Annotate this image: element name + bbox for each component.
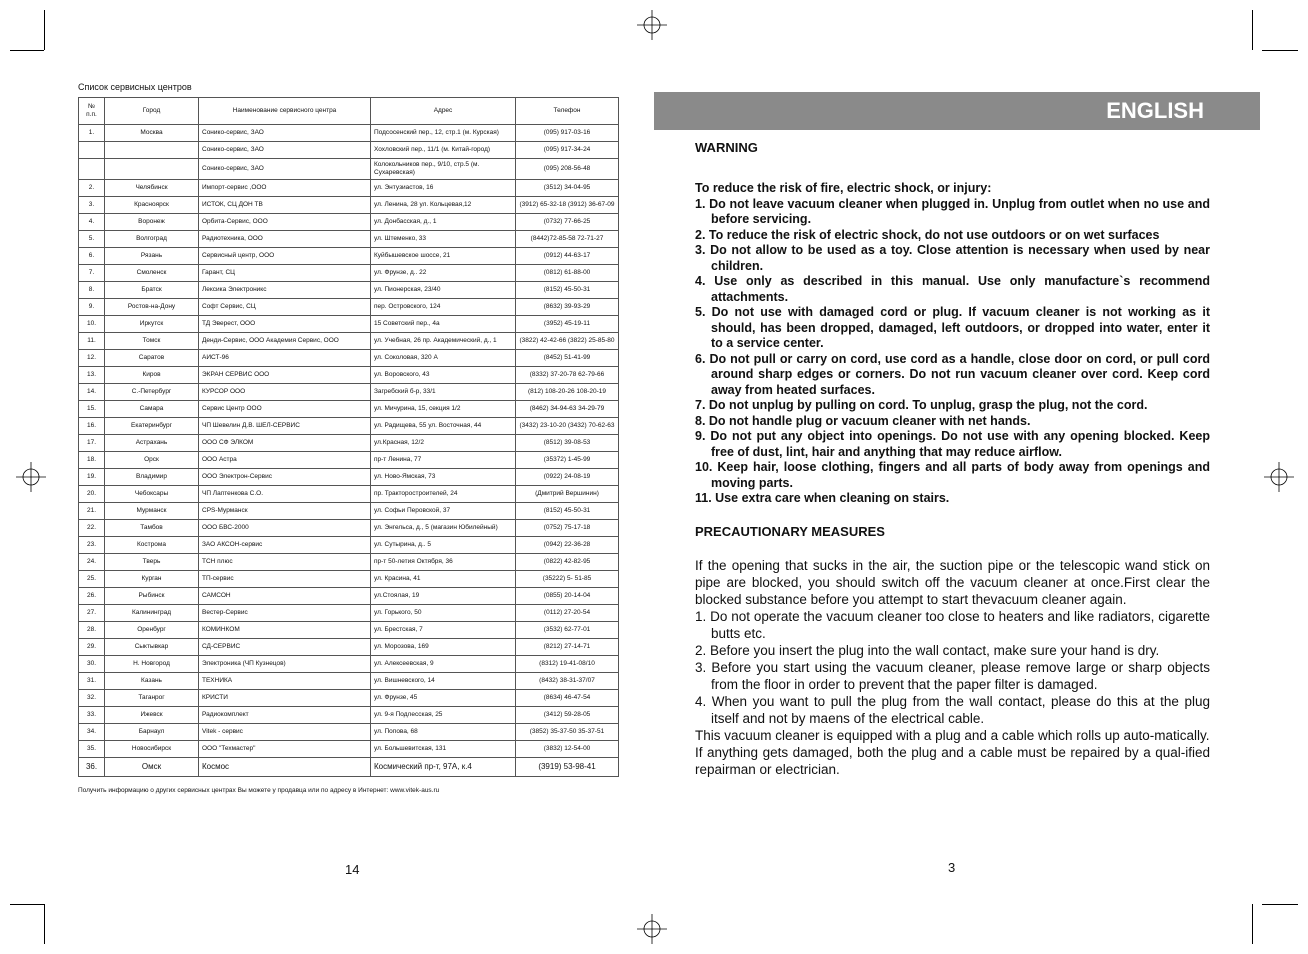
table-cell: Тверь [105,554,199,571]
warning-item: 1. Do not leave vacuum cleaner when plugged in. Unplug from outlet when no use and before servicing. [695,196,1210,226]
table-cell: ул. Сутырина, д.. 5 [371,537,516,554]
crop-mark [44,904,45,944]
table-cell: Орбита-Сервис, ООО [199,214,371,231]
table-cell: Сыктывкар [105,639,199,656]
page-number-right: 3 [948,860,956,875]
table-row [79,231,619,248]
table-cell: 15 Советский пер., 4а [371,316,516,333]
service-centers-title: Список сервисных центров [78,82,192,92]
service-centers-table [78,97,619,777]
registration-mark-icon [637,10,667,40]
table-cell: (0912) 44-63-17 [516,248,619,265]
warning-intro: To reduce the risk of fire, electric shock, or injury: [695,181,992,195]
table-cell: АИСТ-96 [199,350,371,367]
table-cell: (35372) 1-45-99 [516,452,619,469]
table-cell [79,142,105,159]
table-cell: (3832) 12-54-00 [516,741,619,758]
table-cell: 30. [79,656,105,673]
table-cell: ООО СФ ЭЛКОМ [199,435,371,452]
table-cell: ул. Ново-Ямская, 73 [371,469,516,486]
table-cell: ЭКРАН СЕРВИС ООО [199,367,371,384]
table-cell: 21. [79,503,105,520]
table-cell: 1. [79,125,105,142]
table-cell: Калининград [105,605,199,622]
table-cell: пр-т Ленина, 77 [371,452,516,469]
warning-item: 7. Do not unplug by pulling on cord. To unplug, grasp the plug, not the cord. [695,398,1148,412]
table-cell: ул. Морозова, 169 [371,639,516,656]
table-cell: Кострома [105,537,199,554]
table-cell: (3532) 62-77-01 [516,622,619,639]
table-row [79,384,619,401]
table-cell: Москва [105,125,199,142]
page-number-left: 14 [345,862,360,877]
table-cell: (8462) 34-94-63 34-29-79 [516,401,619,418]
table-cell: ТП-сервис [199,571,371,588]
table-cell: ул. Ленина, 28 ул. Кольцевая,12 [371,197,516,214]
table-cell: 31. [79,673,105,690]
table-cell: ул. Брестская, 7 [371,622,516,639]
table-cell: ул. Горького, 50 [371,605,516,622]
table-cell: Казань [105,673,199,690]
table-cell: Загребский б-р, 33/1 [371,384,516,401]
table-cell: Новосибирск [105,741,199,758]
table-cell: Куйбышевское шоссе, 21 [371,248,516,265]
table-cell: 8. [79,282,105,299]
table-cell: (0812) 61-88-00 [516,265,619,282]
table-cell: Софт Сервис, СЦ [199,299,371,316]
table-cell: 13. [79,367,105,384]
table-cell [79,159,105,180]
table-cell: Таганрог [105,690,199,707]
table-cell: ул. Энтузиастов, 16 [371,180,516,197]
table-cell: Рязань [105,248,199,265]
table-cell: (3852) 35-37-50 35-37-51 [516,724,619,741]
table-cell: Красноярск [105,197,199,214]
table-row [79,248,619,265]
precaution-item: 2. Before you insert the plug into the wall contact, make sure your hand is dry. [695,642,1160,658]
table-cell: (0855) 20-14-04 [516,588,619,605]
table-row [79,486,619,503]
table-cell: 12. [79,350,105,367]
table-cell: 28. [79,622,105,639]
table-cell: ул. Фрунзе, 45 [371,690,516,707]
table-row [79,656,619,673]
table-cell: (8152) 45-50-31 [516,503,619,520]
table-cell: Екатеринбург [105,418,199,435]
crop-mark [44,10,45,50]
table-cell: Ижевск [105,707,199,724]
table-cell: Челябинск [105,180,199,197]
precaution-item: 1. Do not operate the vacuum cleaner too close to heaters and like radiators, cigarette butts etc. [695,608,1210,641]
table-cell: ул. Вишневского, 14 [371,673,516,690]
registration-mark-icon [1264,462,1294,492]
table-cell: Радиокомплект [199,707,371,724]
table-cell: Братск [105,282,199,299]
table-cell: Сонико-сервис, ЗАО [199,125,371,142]
table-cell: ул.Красная, 12/2 [371,435,516,452]
table-cell [105,142,199,159]
warning-item: 8. Do not handle plug or vacuum cleaner with net hands. [695,413,1031,428]
table-cell: Vitek - сервис [199,724,371,741]
table-row [79,520,619,537]
crop-mark [1252,10,1253,50]
table-cell: ООО Астра [199,452,371,469]
warning-item: 10. Keep hair, loose clothing, fingers and all parts of body away from openings and moving parts. [695,460,1210,490]
table-cell: (8212) 27-14-71 [516,639,619,656]
table-cell: ул. Воровского, 43 [371,367,516,384]
table-cell: (0922) 24-08-19 [516,469,619,486]
table-cell: (8432) 38-31-37/07 [516,673,619,690]
crop-mark [1262,904,1298,905]
table-cell: 32. [79,690,105,707]
table-cell: ЗАО АКСОН-сервис [199,537,371,554]
table-row [79,588,619,605]
crop-mark [1252,904,1253,944]
crop-mark [10,904,44,905]
table-cell: Владимир [105,469,199,486]
table-cell: Смоленск [105,265,199,282]
table-cell: пр-т 50-летия Октября, 36 [371,554,516,571]
table-cell: ТД Эверест, ООО [199,316,371,333]
table-cell: Сервисный центр, ООО [199,248,371,265]
table-cell: (8312) 19-41-08/10 [516,656,619,673]
right-page-content [695,140,1210,778]
table-cell: (8512) 39-08-53 [516,435,619,452]
table-cell: Хохловский пер., 11/1 (м. Китай-город) [371,142,516,159]
table-cell: Иркутск [105,316,199,333]
table-row [79,690,619,707]
table-cell: ул. Радищева, 55 ул. Восточная, 44 [371,418,516,435]
table-cell: ЧП Лаптенкова С.О. [199,486,371,503]
table-cell: 11. [79,333,105,350]
table-cell: (095) 208-56-48 [516,159,619,180]
warning-item: 2. To reduce the risk of electric shock, do not use outdoors or on wet surfaces [695,227,1160,242]
table-cell: ул. Красина, 41 [371,571,516,588]
table-cell: 36. [79,758,105,777]
table-cell: 5. [79,231,105,248]
table-cell: 17. [79,435,105,452]
table-cell: 6. [79,248,105,265]
crop-mark [10,50,44,51]
table-cell: Сервис Центр ООО [199,401,371,418]
table-cell: Томск [105,333,199,350]
table-cell: Колокольников пер., 9/10, стр.5 (м. Сухаревская) [371,159,516,180]
table-cell: Мурманск [105,503,199,520]
warning-item: 3. Do not allow to be used as a toy. Close attention is necessary when used by near children. [695,243,1210,273]
table-cell: (095) 917-03-16 [516,125,619,142]
precaution-section [695,557,1210,778]
table-cell: ул. Мичурина, 15, секция 1/2 [371,401,516,418]
table-cell: Воронеж [105,214,199,231]
table-row [79,367,619,384]
registration-mark-icon [637,914,667,944]
table-body [79,125,619,777]
column-header: Телефон [516,98,619,125]
table-row [79,401,619,418]
table-cell: 33. [79,707,105,724]
table-row [79,125,619,142]
table-cell: (8632) 39-93-29 [516,299,619,316]
table-cell: САМСОН [199,588,371,605]
table-cell: пер. Островского, 124 [371,299,516,316]
table-row [79,741,619,758]
table-row [79,435,619,452]
table-row [79,605,619,622]
table-cell: Тамбов [105,520,199,537]
table-cell: Радиотехника, ООО [199,231,371,248]
table-cell: ул. Энгельса, д., 5 (магазин Юбилейный) [371,520,516,537]
table-cell: Н. Новгород [105,656,199,673]
table-row [79,724,619,741]
table-cell: ООО Электрон-Сервис [199,469,371,486]
table-cell: Киров [105,367,199,384]
table-cell: (3952) 45-19-11 [516,316,619,333]
table-cell: Сонико-сервис, ЗАО [199,142,371,159]
table-cell: (Дмитрий Вершинин) [516,486,619,503]
table-cell: ул. Попова, 68 [371,724,516,741]
table-cell: 27. [79,605,105,622]
table-cell: (0112) 27-20-54 [516,605,619,622]
table-cell: С.-Петербург [105,384,199,401]
table-cell: Космос [199,758,371,777]
left-page [78,82,623,794]
warning-item: 6. Do not pull or carry on cord, use cord as a handle, close door on cord, or pull cord around sharp edges or corners. Do not run vacuum cleaner over cord. Keep cord away from heated surfaces. [695,351,1210,397]
table-cell: ул. Фрунзе, д.. 22 [371,265,516,282]
table-row [79,571,619,588]
table-cell: (3432) 23-10-20 (3432) 70-62-63 [516,418,619,435]
table-cell: 3. [79,197,105,214]
table-row [79,214,619,231]
table-row [79,299,619,316]
table-cell: Лексика Электроникс [199,282,371,299]
table-cell: Сонико-сервис, ЗАО [199,159,371,180]
table-row [79,333,619,350]
table-cell: ул. Софьи Перовской, 37 [371,503,516,520]
table-cell: КОМИНКОМ [199,622,371,639]
table-row [79,758,619,777]
table-cell: (095) 917-34-24 [516,142,619,159]
table-header-row [79,98,619,125]
closing-paragraph: This vacuum cleaner is equipped with a plug and a cable which rolls up auto-matically. [695,727,1210,743]
table-cell: (35222) 5- 51-85 [516,571,619,588]
table-row [79,350,619,367]
table-cell: Астрахань [105,435,199,452]
warning-item: 5. Do not use with damaged cord or plug. If vacuum cleaner is not working as it should, has been dropped, damaged, left outdoors, or dropped into water, enter it to a service center. [695,305,1210,350]
table-cell: (812) 108-20-26 108-20-19 [516,384,619,401]
table-cell: ул. 9-я Подлесская, 25 [371,707,516,724]
table-cell: 7. [79,265,105,282]
table-cell: СД-СЕРВИС [199,639,371,656]
table-cell: 24. [79,554,105,571]
table-cell: 18. [79,452,105,469]
warning-item: 9. Do not put any object into openings. Do not use with any opening blocked. Keep free of dust, lint, hair and anything that may reduce airflow. [695,429,1210,459]
table-cell: Ростов-на-Дону [105,299,199,316]
table-cell: ООО БВС-2000 [199,520,371,537]
table-cell: Курган [105,571,199,588]
table-cell: (0732) 77-66-25 [516,214,619,231]
warning-list [695,197,1210,507]
table-cell: 15. [79,401,105,418]
table-cell: (3912) 65-32-18 (3912) 36-67-09 [516,197,619,214]
precaution-item: 4. When you want to pull the plug from the wall contact, please do this at the plug itself and not by maens of the electrical cable. [695,693,1210,726]
table-row [79,707,619,724]
table-cell: Омск [105,758,199,777]
table-cell: 22. [79,520,105,537]
table-cell: ул. Алексеевская, 9 [371,656,516,673]
table-cell: Оренбург [105,622,199,639]
table-cell: 29. [79,639,105,656]
column-header: Наименование сервисного центра [199,98,371,125]
precaution-heading: PRECAUTIONARY MEASURES [695,523,885,539]
table-cell: 4. [79,214,105,231]
table-cell: (0822) 42-82-95 [516,554,619,571]
table-cell: Гарант, СЦ [199,265,371,282]
table-cell: (3512) 34-04-95 [516,180,619,197]
table-cell: (3919) 53-98-41 [516,758,619,777]
table-cell: Денди-Сервис, ООО Академия Сервис, ООО [199,333,371,350]
table-cell: CPS-Мурманск [199,503,371,520]
table-cell: 25. [79,571,105,588]
table-row [79,452,619,469]
table-row [79,282,619,299]
table-cell: 26. [79,588,105,605]
table-cell: 14. [79,384,105,401]
table-row [79,673,619,690]
table-cell: (8442)72-85-58 72-71-27 [516,231,619,248]
precaution-item: 3. Before you start using the vacuum cleaner, please remove large or sharp objects from the floor in order to prevent that the paper filter is damaged. [695,659,1210,692]
precaution-intro: If the opening that sucks in the air, the suction pipe or the telescopic wand stick on pipe are blocked, you should switch off the vacuum cleaner at once.First clear the blocked substance before you attempt to start thevacuum cleaner again. [695,557,1210,607]
table-cell: (3412) 59-28-05 [516,707,619,724]
table-row [79,197,619,214]
table-cell: ТЕХНИКА [199,673,371,690]
footer-note: Получить информацию о других сервисных центрах Вы можете у продавца или по адресу в Интернет: www.vitek-aus.ru [78,787,440,794]
table-row [79,537,619,554]
precaution-list [695,608,1210,727]
table-cell: ул.Стоялая, 19 [371,588,516,605]
table-cell: (0752) 75-17-18 [516,520,619,537]
table-cell: Барнаул [105,724,199,741]
registration-mark-icon [16,462,46,492]
table-cell: КУРСОР ООО [199,384,371,401]
table-cell: Импорт-сервис ,ООО [199,180,371,197]
table-cell: 10. [79,316,105,333]
table-cell: ул. Донбасская, д., 1 [371,214,516,231]
column-header: Город [105,98,199,125]
table-cell: Саратов [105,350,199,367]
table-cell: КРИСТИ [199,690,371,707]
table-cell: ул. Учебная, 26 пр. Академический, д., 1 [371,333,516,350]
table-cell: Орск [105,452,199,469]
table-cell: (8634) 46-47-54 [516,690,619,707]
warning-item: 4. Use only as described in this manual. Use only manufacture`s recommend attachments. [695,274,1210,304]
table-cell: Рыбинск [105,588,199,605]
closing-paragraph: If anything gets damaged, both the plug and a cable must be repaired by a qual-ified repairman or electrician. [695,744,1210,777]
table-cell: (8152) 45-50-31 [516,282,619,299]
table-row [79,554,619,571]
table-cell: (8332) 37-20-78 62-79-66 [516,367,619,384]
table-row [79,159,619,180]
table-cell: Космический пр-т, 97А, к.4 [371,758,516,777]
table-cell: ООО "Техмастер" [199,741,371,758]
table-cell: Волгоград [105,231,199,248]
table-cell: ул. Пионерская, 23/40 [371,282,516,299]
table-cell: 16. [79,418,105,435]
table-row [79,180,619,197]
table-cell: Вестер-Сервис [199,605,371,622]
table-cell: (8452) 51-41-99 [516,350,619,367]
column-header: Адрес [371,98,516,125]
warning-item: 11. Use extra care when cleaning on stairs. [695,491,950,505]
table-cell: ТСН плюс [199,554,371,571]
table-cell: 20. [79,486,105,503]
table-row [79,639,619,656]
table-cell: пр. Тракторостроителей, 24 [371,486,516,503]
table-cell: (0942) 22-36-28 [516,537,619,554]
table-cell: ЧП Шевелин Д.В. ШЕЛ-СЕРВИС [199,418,371,435]
table-cell: Электроника (ЧП Кузнецов) [199,656,371,673]
table-cell: 35. [79,741,105,758]
table-cell: ул. Штеменко, 33 [371,231,516,248]
table-row [79,265,619,282]
table-cell: 9. [79,299,105,316]
table-cell: 23. [79,537,105,554]
table-row [79,142,619,159]
table-cell: (3822) 42-42-66 (3822) 25-85-80 [516,333,619,350]
language-banner: ENGLISH [654,92,1260,130]
crop-mark [1262,50,1298,51]
table-row [79,418,619,435]
table-row [79,469,619,486]
warning-heading: WARNING [695,140,758,155]
table-cell: Самара [105,401,199,418]
table-cell: Чебоксары [105,486,199,503]
table-cell: 34. [79,724,105,741]
table-row [79,316,619,333]
column-header: № п.п. [79,98,105,125]
table-cell: ул. Соколовая, 320 А [371,350,516,367]
table-cell: Подсосенский пер., 12, стр.1 (м. Курская) [371,125,516,142]
table-cell: 19. [79,469,105,486]
table-cell: 2. [79,180,105,197]
table-cell [105,159,199,180]
table-cell: ИСТОК, СЦ ДОН ТВ [199,197,371,214]
table-row [79,622,619,639]
table-row [79,503,619,520]
table-cell: ул. Большевитская, 131 [371,741,516,758]
